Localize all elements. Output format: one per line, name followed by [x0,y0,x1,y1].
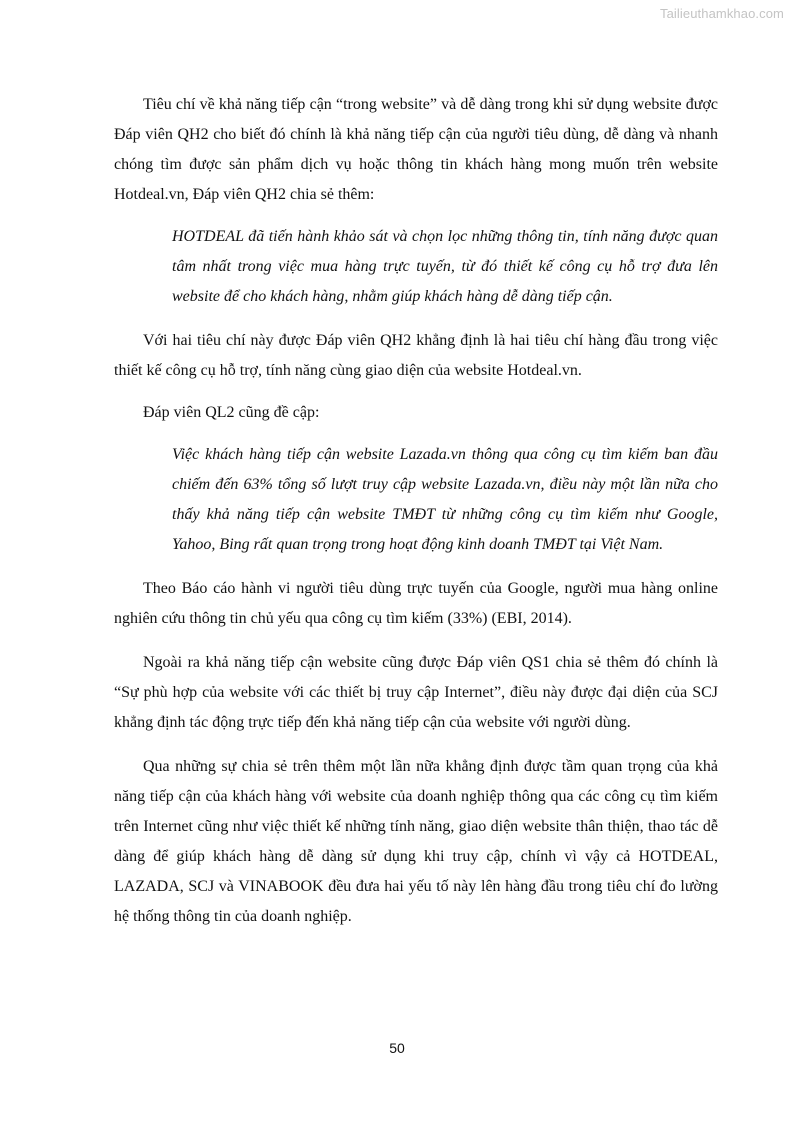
document-body [114,90,718,932]
paragraph-google-report: Theo Báo cáo hành vi người tiêu dùng trực tuyến của Google, người mua hàng online nghiên cứu thông tin chủ yếu qua công cụ tìm kiếm (33%) (EBI, 2014). [114,580,718,627]
paragraph-accessibility-criteria: Tiêu chí về khả năng tiếp cận “trong website” và dễ dàng trong khi sử dụng website được Đáp viên QH2 cho biết đó chính là khả năng tiếp cận của người tiêu dùng, dễ dàng và nhanh chóng tìm được sản phẩm dịch vụ hoặc thông tin khách hàng mong muốn trên website Hotdeal.vn, Đáp viên QH2 chia sẻ thêm: [114,96,718,203]
quote-lazada: Việc khách hàng tiếp cận website Lazada.vn thông qua công cụ tìm kiếm ban đầu chiếm đến 63% tổng số lượt truy cập website Lazada.vn, điều này một lần nữa cho thấy khả năng tiếp cận website TMĐT từ những công cụ tìm kiếm như Google, Yahoo, Bing rất quan trọng trong hoạt động kinh doanh TMĐT tại Việt Nam. [172,446,718,553]
watermark: Tailieuthamkhao.com [659,6,784,21]
paragraph-qs1-share: Ngoài ra khả năng tiếp cận website cũng được Đáp viên QS1 chia sẻ thêm đó chính là “Sự phù hợp của website với các thiết bị truy cập Internet”, điều này được đại diện của SCJ khẳng định tác động trực tiếp đến khả năng tiếp cận của website với người dùng. [114,654,718,731]
paragraph-conclusion: Qua những sự chia sẻ trên thêm một lần nữa khẳng định được tầm quan trọng của khả năng tiếp cận của khách hàng với website của doanh nghiệp thông qua các công cụ tìm kiếm trên Internet cũng như việc thiết kế những tính năng, giao diện website thân thiện, thao tác dễ dàng để giúp khách hàng dễ dàng sử dụng khi truy cập, chính vì vậy cả HOTDEAL, LAZADA, SCJ và VINABOOK đều đưa hai yếu tố này lên hàng đầu trong tiêu chí đo lường hệ thống thông tin của doanh nghiệp. [114,758,718,925]
page-number: 50 [389,1040,405,1056]
quote-hotdeal: HOTDEAL đã tiến hành khảo sát và chọn lọc những thông tin, tính năng được quan tâm nhất trong việc mua hàng trực tuyến, từ đó thiết kế công cụ hỗ trợ đưa lên website để cho khách hàng, nhằm giúp khách hàng dễ dàng tiếp cận. [172,228,718,305]
paragraph-qh2-affirmation: Với hai tiêu chí này được Đáp viên QH2 khẳng định là hai tiêu chí hàng đầu trong việc thiết kế công cụ hỗ trợ, tính năng cùng giao diện của website Hotdeal.vn. [114,332,718,379]
paragraph-ql2-intro: Đáp viên QL2 cũng đề cập: [143,404,320,421]
